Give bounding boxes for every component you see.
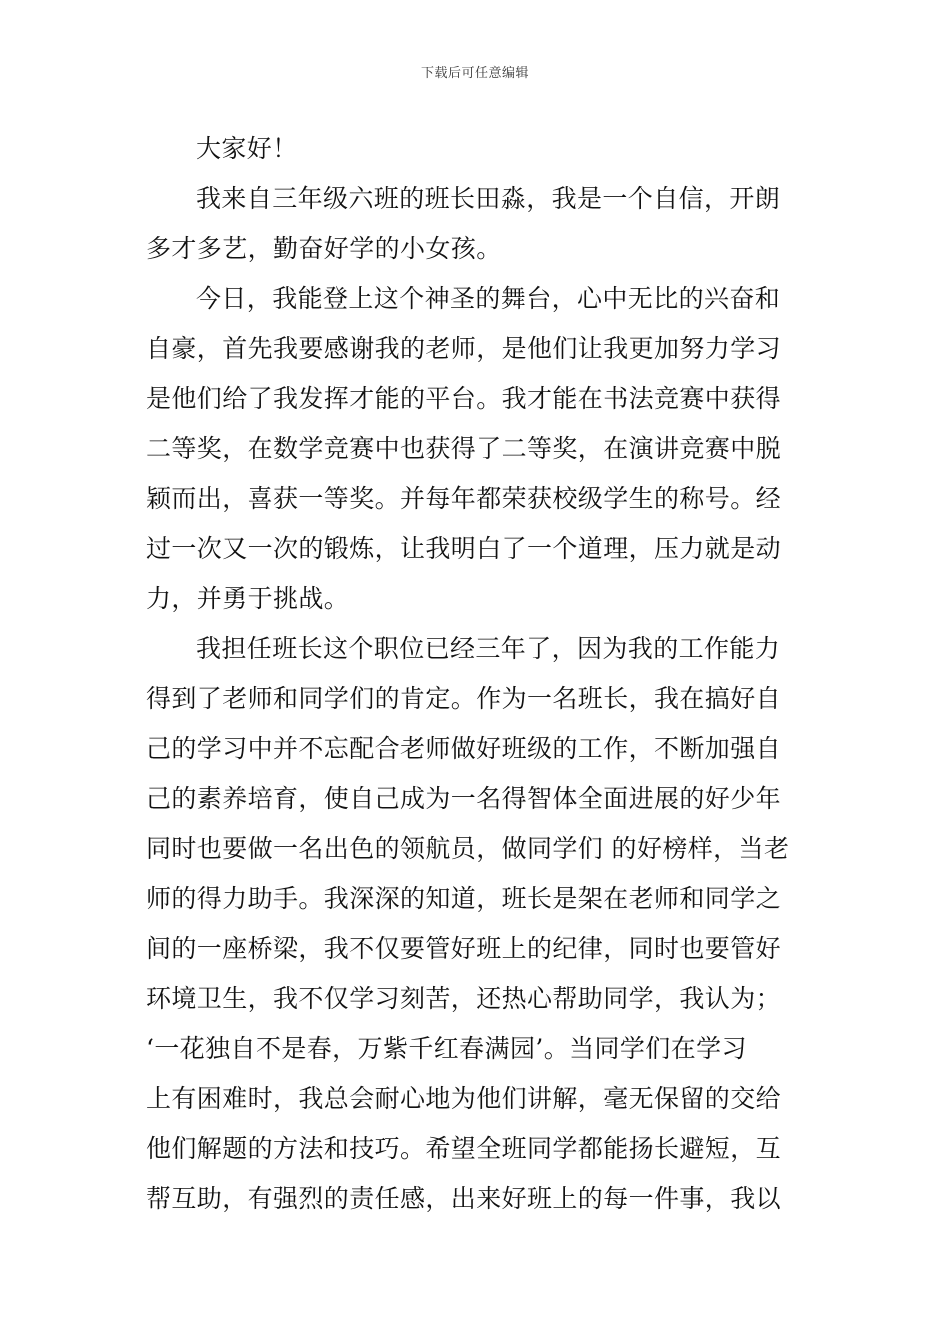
text-line: 己的学习中并不忘配合老师做好班级的工作，不断加强自 xyxy=(146,734,782,763)
text-line: 二等奖，在数学竞赛中也获得了二等奖，在演讲竞赛中脱 xyxy=(146,434,782,463)
speech-body xyxy=(146,124,806,1224)
text-line: 今日，我能登上这个神圣的舞台，心中无比的兴奋和 xyxy=(196,284,781,313)
text-line: 我来自三年级六班的班长田淼，我是一个自信，开朗 xyxy=(196,184,781,213)
text-line: 环境卫生，我不仅学习刻苦，还热心帮助同学，我认为； xyxy=(146,984,782,1013)
header-note: 下载后可任意编辑 xyxy=(420,66,529,81)
text-line: 是他们给了我发挥才能的平台。我才能在书法竞赛中获得 xyxy=(146,384,782,413)
text-line: 大家好！ xyxy=(196,134,298,163)
text-line: 自豪，首先我要感谢我的老师，是他们让我更加努力学习 xyxy=(146,334,782,363)
text-line: 己的素养培育，使自己成为一名得智体全面进展的好少年 xyxy=(146,784,782,813)
text-line: 师的得力助手。我深深的知道，班长是架在老师和同学之 xyxy=(146,884,782,913)
text-line: 帮互助，有强烈的责任感，出来好班上的每一件事，我以 xyxy=(146,1184,782,1213)
text-line: 得到了老师和同学们的肯定。作为一名班长，我在搞好自 xyxy=(146,684,782,713)
text-line: 我担任班长这个职位已经三年了，因为我的工作能力 xyxy=(196,634,781,663)
text-line: 间的一座桥梁，我不仅要管好班上的纪律，同时也要管好 xyxy=(146,934,782,963)
text-line: 同时也要做一名出色的领航员，做同学们 的好榜样，当老 xyxy=(146,834,790,863)
text-line: 他们解题的方法和技巧。希望全班同学都能扬长避短，互 xyxy=(146,1134,782,1163)
text-line: 力，并勇于挑战。 xyxy=(146,584,350,613)
text-line: 颖而出，喜获一等奖。并每年都荣获校级学生的称号。经 xyxy=(146,484,782,513)
text-line: ‘一花独自不是春，万紫千红春满园’。当同学们在学习 xyxy=(146,1034,747,1063)
text-line: 上有困难时，我总会耐心地为他们讲解，毫无保留的交给 xyxy=(146,1084,782,1113)
text-line: 多才多艺，勤奋好学的小女孩。 xyxy=(146,234,502,263)
text-line: 过一次又一次的锻炼，让我明白了一个道理，压力就是动 xyxy=(146,534,782,563)
